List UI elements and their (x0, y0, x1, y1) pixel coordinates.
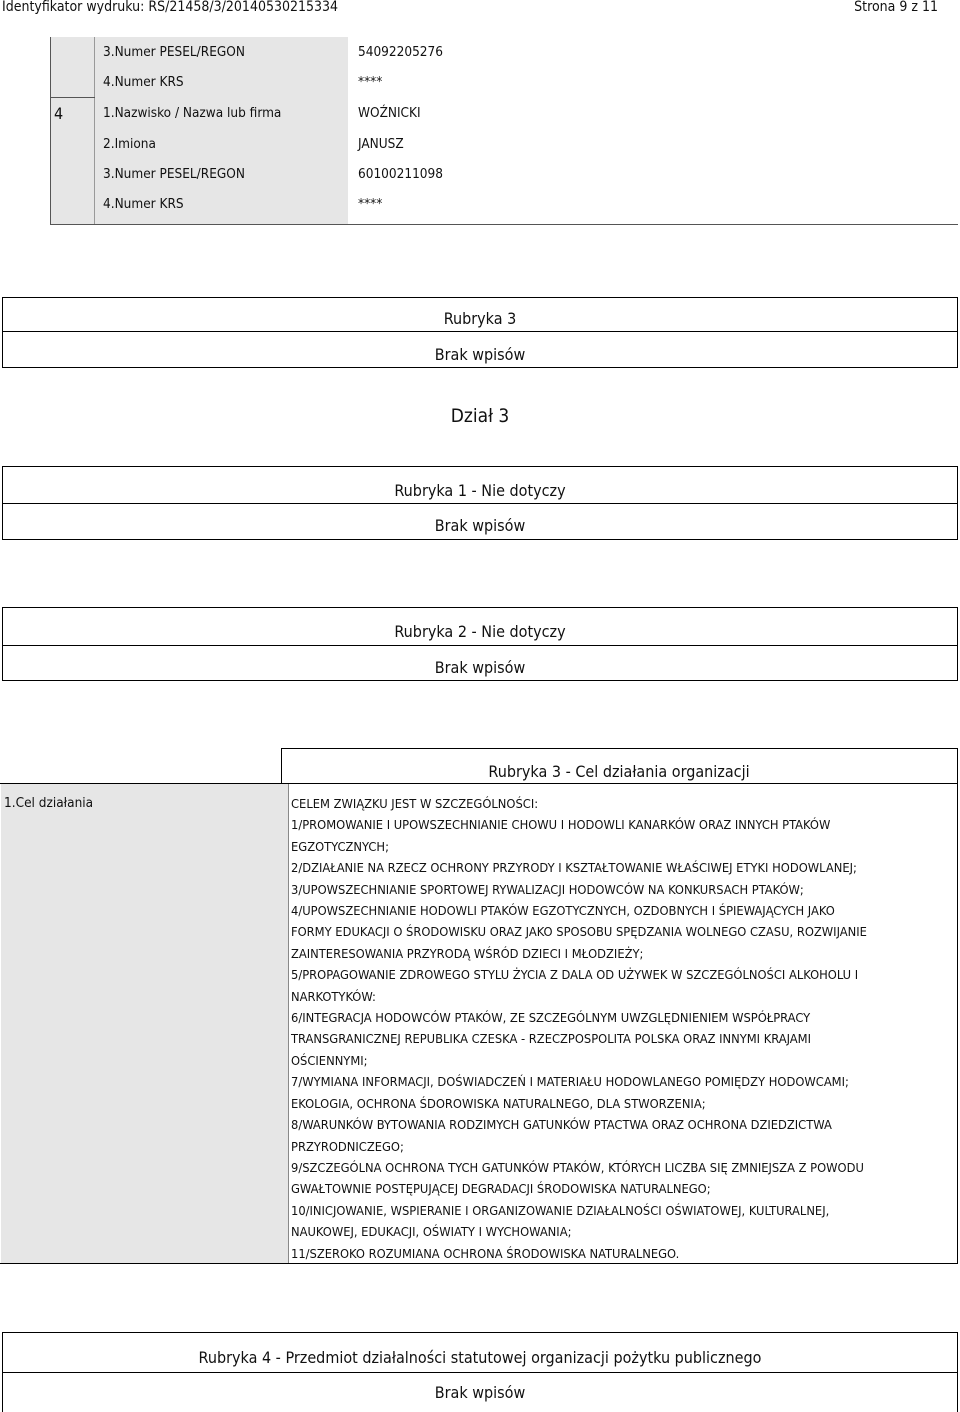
empty-entries-text: Brak wpisów (434, 516, 526, 535)
empty-entries-text: Brak wpisów (434, 658, 526, 677)
field-label-cell (1, 784, 288, 1263)
section-dzial-3-title: Dział 3 (450, 405, 510, 427)
page-number: Strona 9 z 11 (854, 0, 938, 15)
prev-pesel-label: 3.Numer PESEL/REGON (103, 44, 245, 60)
goal-line: PRZYRODNICZEGO; (291, 1139, 404, 1155)
empty-entries-text: Brak wpisów (434, 345, 526, 364)
row-separator (50, 97, 95, 98)
section-title: Rubryka 3 (443, 309, 517, 328)
rubryka-3-section (2, 297, 958, 368)
goal-line: TRANSGRANICZNEJ REPUBLIKA CZESKA - RZECZPOSPOLITA POLSKA ORAZ INNYMI KRAJAMI (291, 1032, 812, 1048)
pesel-label: 3.Numer PESEL/REGON (103, 166, 245, 182)
table-bottom-border (50, 224, 958, 225)
names-value: JANUSZ (358, 136, 404, 152)
table-left-border (50, 37, 51, 225)
pesel-value: 60100211098 (358, 166, 443, 182)
names-label: 2.Imiona (103, 136, 156, 152)
krs-label: 4.Numer KRS (103, 196, 184, 212)
rubryka-1-section (2, 466, 958, 540)
goal-line: GWAŁTOWNIE POSTĘPUJĄCEJ DEGRADACJI ŚRODOWISKA NATURALNEGO; (291, 1182, 711, 1198)
person-number: 4 (54, 104, 64, 123)
section-title: Rubryka 4 - Przedmiot działalności statutowej organizacji pożytku publicznego (198, 1348, 762, 1367)
field-label: 1.Cel działania (4, 795, 94, 811)
section-content (3, 646, 957, 680)
goal-line: 5/PROPAGOWANIE ZDROWEGO STYLU ŻYCIA Z DALA OD UŻYWEK W SZCZEGÓLNOŚCI ALKOHOLU I (291, 968, 859, 984)
goal-line: 2/DZIAŁANIE NA RZECZ OCHRONY PRZYRODY I KSZTAŁTOWANIE WŁAŚCIWEJ ETYKI HODOWLANEJ; (291, 861, 857, 877)
surname-value: WOŹNICKI (358, 105, 421, 121)
goal-line: NARKOTYKÓW: (291, 989, 376, 1005)
goal-line: 9/SZCZEGÓLNA OCHRONA TYCH GATUNKÓW PTAKÓW, KTÓRYCH LICZBA SIĘ ZMNIEJSZA Z POWODU (291, 1160, 864, 1176)
empty-entries-text: Brak wpisów (434, 1383, 526, 1402)
goal-line: 10/INICJOWANIE, WSPIERANIE I ORGANIZOWANIE DZIAŁALNOŚCI OŚWIATOWEJ, KULTURALNEJ, (291, 1203, 830, 1219)
goal-line: ZAINTERESOWANIA PRZYRODĄ WŚRÓD DZIECI I MŁODZIEŻY; (291, 946, 644, 962)
goal-line: 6/INTEGRACJA HODOWCÓW PTAKÓW, ZE SZCZEGÓLNYM UWZGLĘDNIENIEM WSPÓŁPRACY (291, 1011, 811, 1027)
section-title: Rubryka 1 - Nie dotyczy (394, 481, 566, 500)
section-content (3, 1373, 957, 1407)
section-content (3, 332, 957, 367)
section-header (3, 1333, 957, 1373)
goal-line: 3/UPOWSZECHNIANIE SPORTOWEJ RYWALIZACJI HODOWCÓW NA KONKURSACH PTAKÓW; (291, 882, 804, 898)
goal-line: 8/WARUNKÓW BYTOWANIA RODZIMYCH GATUNKÓW PTACTWA ORAZ OCHRONA DZIEDZICTWA (291, 1118, 832, 1134)
section-title: Rubryka 2 - Nie dotyczy (394, 622, 566, 641)
goal-line: 11/SZEROKO ROZUMIANA OCHRONA ŚRODOWISKA NATURALNEGO. (291, 1246, 680, 1262)
goal-line: OŚCIENNYMI; (291, 1053, 368, 1069)
surname-label: 1.Nazwisko / Nazwa lub firma (103, 105, 282, 121)
rubryka-3-title: Rubryka 3 - Cel działania organizacji (488, 762, 750, 781)
krs-value: **** (358, 196, 383, 212)
prev-pesel-value: 54092205276 (358, 44, 443, 60)
goals-text (291, 794, 951, 1265)
goal-line: 4/UPOWSZECHNIANIE HODOWLI PTAKÓW EGZOTYCZNYCH, OZDOBNYCH I ŚPIEWAJĄCYCH JAKO (291, 904, 835, 920)
goal-line: NAUKOWEJ, EDUKACJI, OŚWIATY I WYCHOWANIA; (291, 1225, 572, 1241)
goal-line: EGZOTYCZNYCH; (291, 839, 389, 855)
goal-line: EKOLOGIA, OCHRONA ŚDOROWISKA NATURALNEGO, DLA STWORZENIA; (291, 1096, 706, 1112)
section-header (3, 298, 957, 332)
goal-line: 7/WYMIANA INFORMACJI, DOŚWIADCZEŃ I MATERIAŁU HODOWLANEGO POMIĘDZY HODOWCAMI; (291, 1075, 849, 1091)
section-header (3, 608, 957, 646)
table-number-divider (94, 37, 95, 225)
print-identifier: Identyfikator wydruku: RS/21458/3/20140530215334 (2, 0, 339, 15)
rubryka-3-right-border (957, 748, 958, 1264)
rubryka-3-top-border (281, 748, 958, 749)
column-divider (288, 784, 289, 1263)
rubryka-2-section (2, 607, 958, 681)
section-header (3, 467, 957, 504)
prev-krs-value: **** (358, 74, 383, 90)
rubryka-4-section (2, 1332, 958, 1412)
goal-line: CELEM ZWIĄZKU JEST W SZCZEGÓLNOŚCI: (291, 797, 539, 812)
section-content (3, 504, 957, 539)
goal-line: 1/PROMOWANIE I UPOWSZECHNIANIE CHOWU I HODOWLI KANARKÓW ORAZ INNYCH PTAKÓW (291, 818, 831, 834)
prev-krs-label: 4.Numer KRS (103, 74, 184, 90)
goal-line: FORMY EDUKACJI O ŚRODOWISKU ORAZ JAKO SPOSOBU SPĘDZANIA WOLNEGO CZASU, ROZWIJANIE (291, 925, 867, 941)
